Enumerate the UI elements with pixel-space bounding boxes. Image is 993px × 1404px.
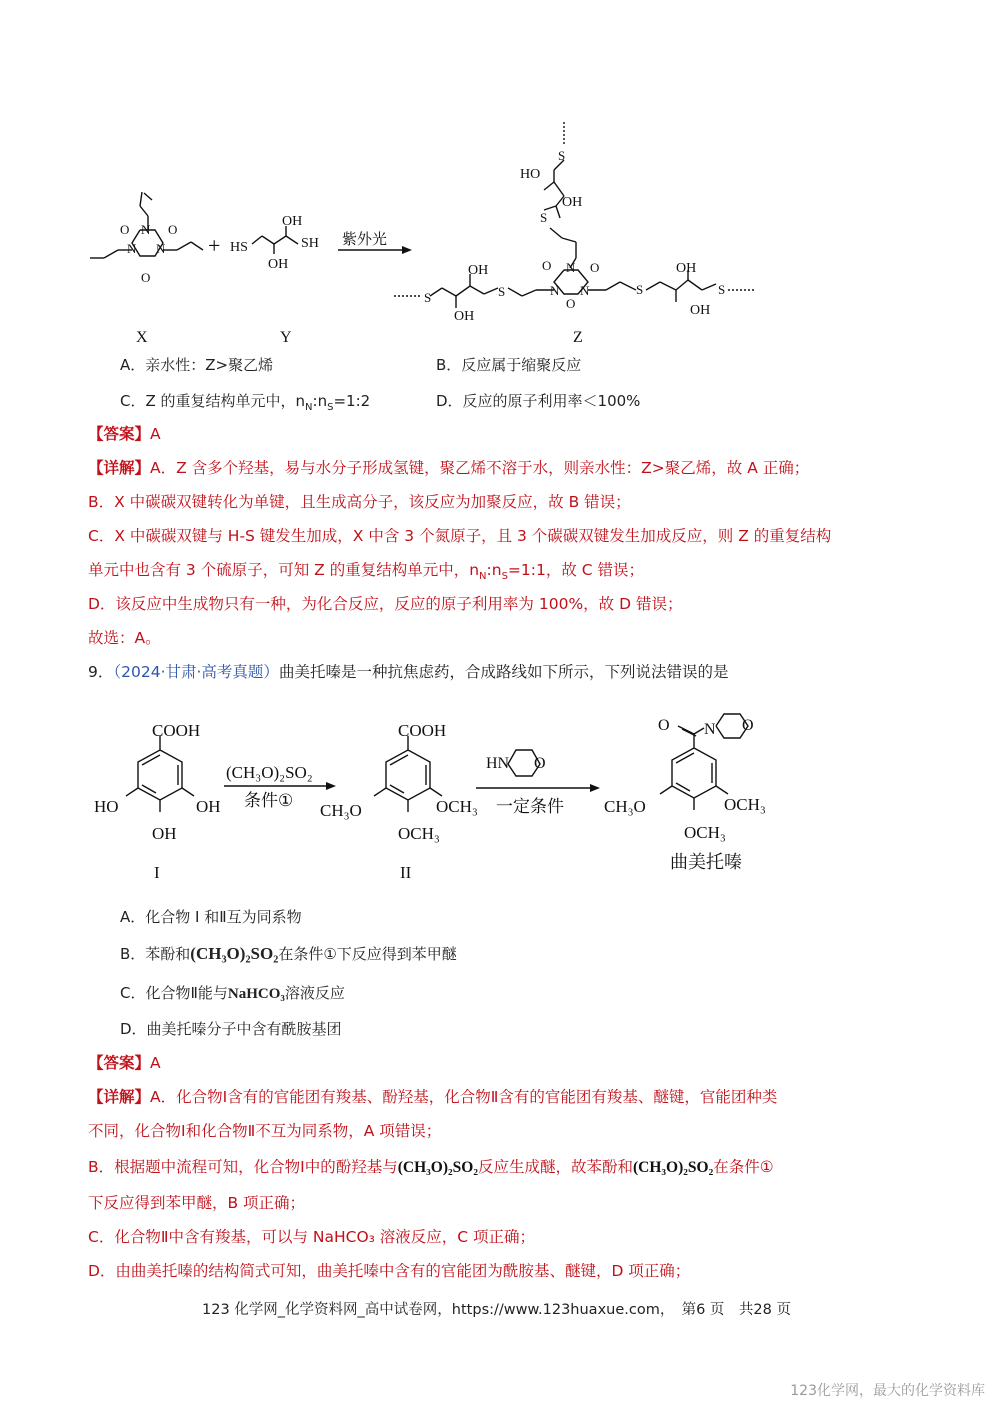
svg-text:CH₃O: CH₃O [320,801,362,820]
svg-text:OCH₃: OCH₃ [724,795,766,814]
svg-text:OCH₃: OCH₃ [436,797,478,816]
q9-explain-a2: 不同，化合物Ⅰ和化合物Ⅱ不互为同系物，A 项错误； [88,1122,442,1140]
svg-text:N: N [580,283,590,298]
q8-answer: 【答案】A [88,425,161,443]
svg-text:S: S [558,148,566,163]
q9-option-c: C．化合物Ⅱ能与NaHCO₃溶液反应 [120,984,345,1002]
q9-synthesis-scheme [90,712,790,894]
q9-explain-a1: 【详解】A．化合物Ⅰ含有的官能团有羧基、酚羟基，化合物Ⅱ含有的官能团有羧基、醚键，官能团种类 [88,1088,778,1106]
svg-text:+: + [208,233,221,258]
svg-text:(CH₃O)₂SO₂: (CH₃O)₂SO₂ [226,763,313,782]
svg-text:O: O [168,222,178,237]
svg-text:OH: OH [562,195,583,210]
svg-text:OH: OH [282,214,303,229]
q8-conclusion: 故选：A。 [88,629,161,647]
svg-text:S: S [718,282,726,297]
svg-text:COOH: COOH [398,721,447,740]
q8-explain-a: 【详解】A．Z 含多个羟基，易与水分子形成氢键，聚乙烯不溶于水，则亲水性：Z>聚乙烯，故 A 正确； [88,459,810,477]
svg-text:I: I [154,863,160,882]
svg-text:HS: HS [230,240,248,255]
svg-text:N: N [550,283,560,298]
svg-text:O: O [141,270,151,285]
q8-explain-b: B．X 中碳碳双键转化为单键，且生成高分子，该反应为加聚反应，故 B 错误； [88,493,631,511]
svg-text:O: O [742,717,754,734]
svg-text:OCH₃: OCH₃ [684,823,726,842]
q8-option-d: D．反应的原子利用率＜100% [436,392,641,410]
q9-explain-c: C．化合物Ⅱ中含有羧基，可以与 NaHCO₃ 溶液反应，C 项正确； [88,1228,536,1246]
q8-explain-c2: 单元中也含有 3 个硫原子，可知 Z 的重复结构单元中，$n_N:n_S=1:1$，故 C 错误； [88,561,645,583]
svg-text:II: II [400,863,412,882]
svg-text:CH₃O: CH₃O [604,797,646,816]
svg-text:OH: OH [454,309,475,324]
svg-text:N: N [156,241,166,256]
q8-reaction-scheme [80,110,780,350]
svg-text:O: O [658,717,670,734]
svg-text:HN: HN [486,755,510,772]
svg-text:SH: SH [301,236,319,251]
svg-text:Z: Z [573,329,583,346]
svg-text:N: N [704,721,716,738]
page-footer: 123 化学网_化学资料网_高中试卷网，https://www.123huaxue.com， 第6 页 共28 页 [202,1302,791,1318]
q8-option-a: A．亲水性：Z>聚乙烯 [120,356,274,374]
svg-text:HO: HO [520,167,541,182]
q9-explain-d: D．由曲美托嗪的结构简式可知，曲美托嗪中含有的官能团为酰胺基、醚键，D 项正确； [88,1262,691,1280]
svg-text:OH: OH [690,303,711,318]
svg-text:O: O [120,222,130,237]
svg-text:OH: OH [268,257,289,272]
q8-option-b: B．反应属于缩聚反应 [436,356,582,374]
svg-text:HO: HO [94,797,119,816]
watermark: 123化学网，最大的化学资料库 [790,1383,985,1399]
q9-option-a: A．化合物 I 和Ⅱ互为同系物 [120,908,302,926]
svg-text:OH: OH [152,824,177,843]
svg-text:N: N [127,241,137,256]
svg-text:COOH: COOH [152,721,201,740]
svg-text:O: O [542,258,552,273]
svg-text:OH: OH [196,797,221,816]
svg-text:N: N [141,222,151,237]
q8-explain-c1: C．X 中碳碳双键与 H-S 键发生加成，X 中含 3 个氮原子，且 3 个碳碳双键发生加成反应，则 Z 的重复结构 [88,527,832,545]
q9-explain-b1: B．根据题中流程可知，化合物Ⅰ中的酚羟基与(CH₃O)₂SO₂反应生成醚，故苯酚和(CH₃O)₂SO₂在条件① [88,1158,774,1176]
svg-text:Y: Y [280,329,292,346]
svg-text:S: S [498,284,506,299]
svg-text:OCH₃: OCH₃ [398,824,440,843]
svg-text:X: X [136,329,148,346]
q8-explain-d: D．该反应中生成物只有一种，为化合反应，反应的原子利用率为 100%，故 D 错误； [88,595,683,613]
q9-option-d: D．曲美托嗪分子中含有酰胺基团 [120,1020,342,1038]
q9-option-b: B．苯酚和(CH₃O)₂SO₂在条件①下反应得到苯甲醚 [120,944,457,963]
svg-text:O: O [590,260,600,275]
q9-explain-b2: 下反应得到苯甲醚，B 项正确； [88,1194,306,1212]
svg-text:O: O [566,296,576,311]
svg-text:N: N [566,260,576,275]
q9-answer: 【答案】A [88,1054,161,1072]
svg-text:O: O [534,755,546,772]
q8-option-c: C．Z 的重复结构单元中，$n_N:n_S=1:2$ [120,392,371,413]
svg-text:S: S [636,282,644,297]
q9-stem: 9．（2024·甘肃·高考真题）曲美托嗪是一种抗焦虑药，合成路线如下所示，下列说法错误的是 [88,663,729,681]
svg-text:S: S [424,290,432,305]
q9-source: （2024·甘肃·高考真题） [113,663,279,681]
svg-text:一定条件: 一定条件 [496,797,564,817]
svg-text:紫外光: 紫外光 [342,230,388,248]
svg-text:OH: OH [468,263,489,278]
svg-text:曲美托嗪: 曲美托嗪 [670,852,742,873]
svg-text:条件①: 条件① [244,791,294,811]
svg-text:OH: OH [676,261,697,276]
svg-text:S: S [540,210,548,225]
